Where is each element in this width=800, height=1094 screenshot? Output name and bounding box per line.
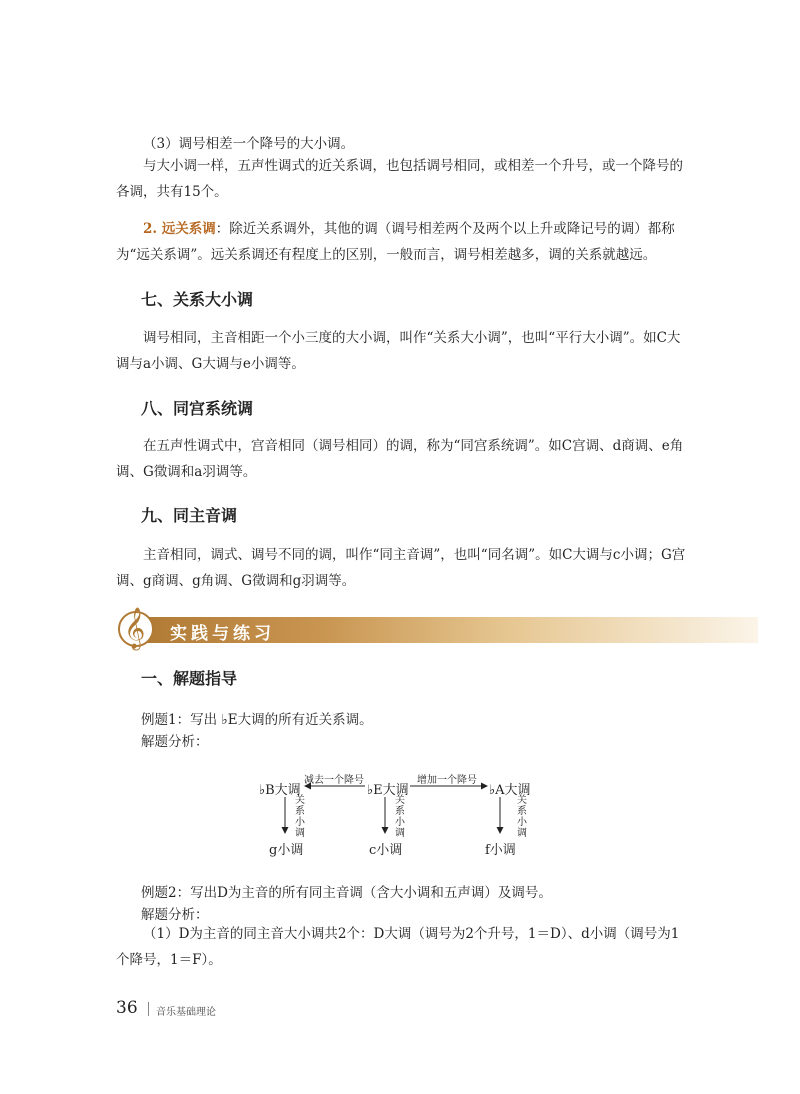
para-d-tonic: （1）D为主音的同主音大小调共2个：D大调（调号为2个升号，1＝D）、d小调（调号为1个降号，1＝F）。 — [116, 926, 680, 968]
para-same-gong: 在五声性调式中，宫音相同（调号相同）的调，称为“同宫系统调”。如C宫调、d商调、e角调、G徵调和a羽调等。 — [116, 438, 684, 480]
key-left-minor: g小调 — [269, 843, 304, 858]
analysis-1-label: 解题分析： — [141, 734, 209, 750]
relation-label-center: 关系小调 — [395, 795, 405, 839]
key-left-major: ♭B大调 — [259, 783, 301, 798]
analysis-2-label: 解题分析： — [141, 907, 209, 923]
heading-guidance: 一、解题指导 — [141, 669, 238, 688]
remote-keys-label: 2. 远关系调 — [143, 221, 216, 237]
para-intro: （3）调号相差一个降号的大小调。 — [143, 136, 355, 152]
arrow-left-label: 减去一个降号 — [304, 775, 364, 786]
key-center-major: ♭E大调 — [367, 783, 409, 798]
para-relative-keys: 调号相同，主音相距一个小三度的大小调，叫作“关系大小调”，也叫“平行大小调”。如C大调与a小调、G大调与e小调等。 — [116, 330, 681, 372]
example-1: 例题1：写出 ♭E大调的所有近关系调。 — [141, 712, 373, 728]
para-five-tone-close: 与大小调一样，五声性调式的近关系调，也包括调号相同，或相差一个升号，或一个降号的各调，共有15个。 — [116, 158, 683, 200]
key-right-major: ♭A大调 — [489, 783, 531, 798]
heading-same-gong: 八、同宫系统调 — [141, 399, 254, 418]
remote-keys-text: ：除近关系调外，其他的调（调号相差两个及两个以上升或降记号的调）都称为“远关系调”。远关系调还有程度上的区别，一般而言，调号相差越多，调的关系就越远。 — [116, 221, 675, 263]
para-remote-keys — [116, 216, 686, 268]
arrow-right-label: 增加一个降号 — [417, 775, 477, 786]
practice-banner — [118, 608, 758, 649]
key-right-minor: f小调 — [485, 843, 516, 858]
example-2: 例题2：写出D为主音的所有同主音调（含大小调和五声调）及调号。 — [141, 885, 552, 901]
key-center-minor: c小调 — [369, 843, 403, 858]
relation-label-left: 关系小调 — [295, 795, 305, 839]
page-number: 36 — [116, 998, 138, 1018]
footer-divider — [148, 1002, 149, 1016]
book-title: 音乐基础理论 — [156, 1007, 216, 1018]
para-parallel-keys: 主音相同，调式、调号不同的调，叫作“同主音调”，也叫“同名调”。如C大调与c小调；G宫调、g商调、g角调、G徵调和g羽调等。 — [116, 547, 686, 589]
treble-clef-icon: 𝄞 — [118, 611, 154, 647]
relation-diagram — [255, 765, 545, 865]
heading-parallel-keys: 九、同主音调 — [141, 506, 238, 525]
heading-relative-keys: 七、关系大小调 — [141, 290, 254, 309]
relation-label-right: 关系小调 — [517, 795, 527, 839]
banner-title: 实践与练习 — [170, 624, 275, 644]
